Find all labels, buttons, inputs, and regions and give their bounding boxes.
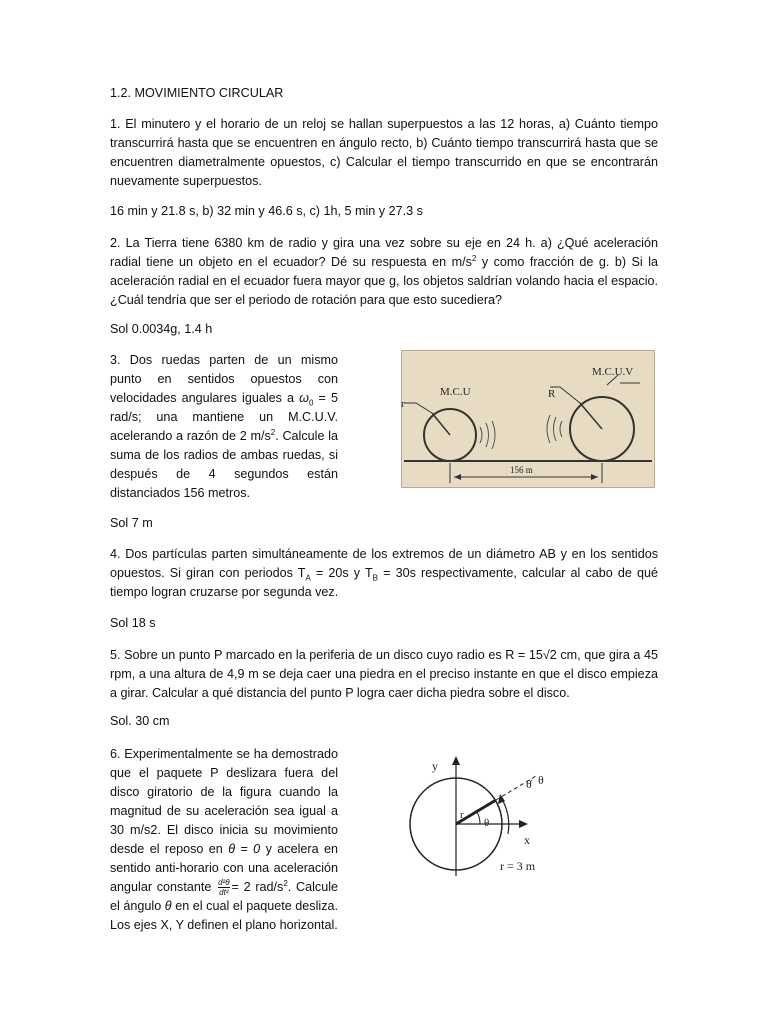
problem-5-text: 5. Sobre un punto P marcado en la periferia de un disco cuyo radio es R = 15√2 cm, que gira a 45 rpm, a una altura de 4,9 m se deja caer una piedra en el preciso instante en que el disco empieza a girar. Calcular a qué distancia del punto P logra caer dicha piedra sobre el disco. <box>110 648 659 700</box>
problem-1-solution: 16 min y 21.8 s, b) 32 min y 46.6 s, c) 1h, 5 min y 27.3 s <box>110 204 423 218</box>
angular-acceleration-fraction: $\frac{\text{d²θ}}{\text{dt²}}$ <box>218 878 230 898</box>
two-wheels-diagram <box>402 351 654 487</box>
section-heading: 1.2. MOVIMIENTO CIRCULAR <box>110 86 284 100</box>
theta-dot-label: θ̇ <box>526 777 532 791</box>
small-radius-label: r <box>401 398 405 410</box>
radius-label: r <box>460 809 464 821</box>
problem-4-solution: Sol 18 s <box>110 616 156 630</box>
problem-4-text: 4. Dos partículas parten simultáneamente de los extremos de un diámetro AB y en los sentidos opuestos. Si giran con periodos $T_A = 20s$ y $T_B = 30s$ respectivamente, calcular al cabo de qué tiempo logran cruzarse por segunda vez. <box>110 547 658 599</box>
problem-2-text: 2. La Tierra tiene 6380 km de radio y gira una vez sobre su eje en 24 h. a) ¿Qué aceleración radial tiene un objeto en el ecuador? Dé su respuesta en $m/s^2$ y como fracción de g. b) Si la aceleración radial en el ecuador fuera mayor que g, los objetos saldrían volando hacia el espacio. ¿Cuál tendría que ser el periodo de rotación para que esto sucediera? <box>110 236 658 307</box>
rotating-disk-diagram <box>400 752 570 880</box>
problem-3-text: 3. Dos ruedas parten de un mismo punto en sentidos opuestos con velocidades angulares iguales a $\omega_0 = 5$ rad/s; una mantiene un M.C.U.V. acelerando a razón de 2 $m/s^2$. Calcule la suma de los radios de ambas ruedas, si después de 4 segundos están distanciados 156 metros. <box>110 353 339 500</box>
small-wheel-motion-lines <box>480 421 495 449</box>
mcuv-label: M.C.U.V <box>592 366 634 378</box>
two-wheels-figure <box>401 350 655 488</box>
problem-1-text: 1. El minutero y el horario de un reloj se hallan superpuestos a las 12 horas, a) Cuánto tiempo transcurrirá hasta que se encuentren en ángulo recto, b) Cuánto tiempo transcurrirá hasta que se encuentren diametralmente opuestos, c) Calcular el tiempo transcurrido en que se encontrarán nuevamente superpuestos. <box>110 117 658 188</box>
distance-label: 156 m <box>510 465 533 475</box>
theta-arc <box>477 812 480 824</box>
rotating-disk-figure <box>400 752 570 880</box>
y-axis-label: y <box>432 759 438 773</box>
theta-label: θ <box>484 817 490 829</box>
problem-5-solution: Sol. 30 cm <box>110 714 170 728</box>
problem-6-text: 6. Experimentalmente se ha demostrado que el paquete P deslizara fuera del disco giratorio de la figura cuando la magnitud de su aceleración sea igual a 30 m/s2. El disco inicia su movimiento desde el reposo en θ = 0 y acelera en sentido anti-horario con una aceleración angular constante $\frac{\text{d²θ}}{\text{dt²}}$ = 2 rad/$s^2$. Calcule el ángulo θ en el cual el paquete desliza. Los ejes X, Y definen el plano horizontal. <box>110 747 339 933</box>
radius-value-label: r = 3 m <box>500 859 536 873</box>
large-wheel-motion-lines <box>547 415 562 443</box>
mcu-label: M.C.U <box>440 386 471 398</box>
theta-dot-direction-label: θ <box>538 773 544 787</box>
problem-2-solution: Sol 0.0034g, 1.4 h <box>110 322 213 336</box>
x-axis-label: x <box>524 833 530 847</box>
small-radius-line <box>432 413 450 435</box>
problem-3-solution: Sol 7 m <box>110 516 153 530</box>
large-radius-label: R <box>548 388 556 400</box>
small-radius-leader <box>404 403 432 413</box>
large-radius-line <box>580 403 602 429</box>
